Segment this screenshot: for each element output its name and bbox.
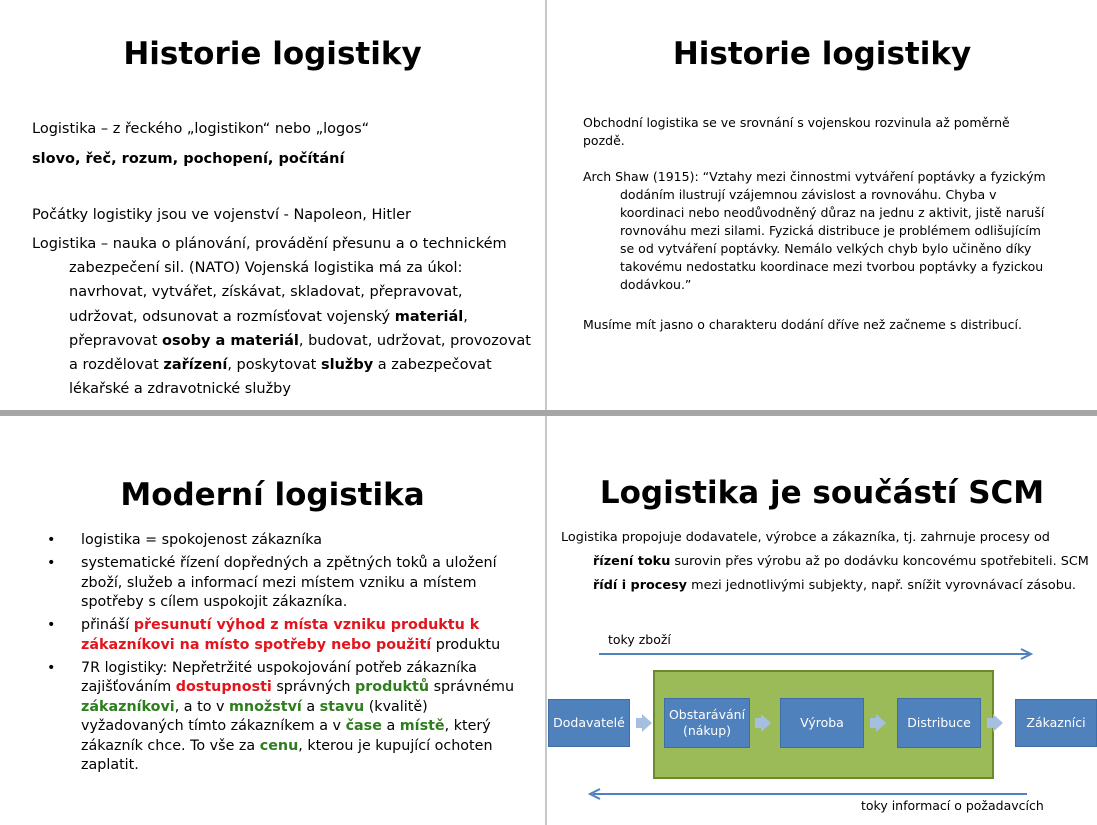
- bullet-list: [47, 531, 527, 779]
- text-run-green: množství: [229, 698, 302, 715]
- flow-chevron-icon: [761, 714, 771, 732]
- quote-paragraph: Arch Shaw (1915): “Vztahy mezi činnostmi vytváření poptávky a fyzickým dodáním ilustrují vzájemnou závislost a rovnováhu. Chyba v koordinaci nebo neodůvodněný důraz na jednu z aktivit, jistě naruší rovnováhu mezi silami. Fyzická distribuce je problémem odlišujícím se od vytváření poptávky. Nemálo velkých chyb bylo učiněno díky takovému nedostatku koordinace mezi tvorbou poptávky a fyzickou dodávkou.”: [583, 169, 1046, 292]
- text-run: správných: [271, 679, 355, 695]
- text-run-red: dostupnosti: [175, 679, 272, 695]
- bullet-item: [47, 554, 527, 613]
- paragraph: [32, 232, 532, 401]
- flow-chevron-icon: [876, 714, 886, 732]
- bullet-icon: •: [47, 555, 56, 571]
- text-line: Obchodní logistika se ve srovnání s vojenskou rozvinula až poměrně pozdě.: [583, 115, 1010, 148]
- text-run: surovin přes výrobu až po dodávku koncovému spotřebiteli. SCM: [670, 554, 1089, 569]
- slide-1: [0, 0, 545, 410]
- slide-text: [32, 117, 532, 401]
- text-run: 7R logistiky: Nepřetržité uspokojování potřeb zákazníka zajišťováním: [81, 659, 477, 695]
- text-run-green: stavu: [319, 698, 365, 715]
- text-line-bold: slovo, řeč, rozum, pochopení, počítání: [32, 151, 345, 167]
- bullet-icon: •: [47, 659, 56, 676]
- text-run: a: [301, 698, 320, 715]
- text-run: , poskytovat: [227, 357, 321, 374]
- text-run: systematické řízení dopředných a zpětných toků a uložení zboží, služeb a informací mezi místem vzniku a místem spotřeby s cílem uspokojit zákazníka.: [81, 555, 497, 610]
- text-run: , který zákazník chce. To vše za: [81, 718, 491, 754]
- slide-title: Historie logistiky: [672, 36, 972, 72]
- box-distribution: Distribuce: [897, 698, 981, 748]
- text-run: správnému: [429, 679, 515, 695]
- paragraph: [561, 526, 1091, 598]
- flow-label-goods: toky zboží: [608, 632, 671, 647]
- text-run-bold: řídí i procesy: [593, 578, 688, 593]
- slide-title: Logistika je součástí SCM: [599, 475, 1045, 511]
- text-line: Logistika – z řeckého „logistikon“ nebo „logos“: [32, 121, 370, 137]
- box-customers: Zákazníci: [1015, 699, 1097, 747]
- text-run: mezi jednotlivými subjekty, např. snížit vyrovnávací zásobu.: [687, 578, 1076, 593]
- box-production: Výroba: [780, 698, 864, 748]
- text-run-green: zákazníkovi: [81, 698, 175, 715]
- text-run: Logistika – nauka o plánování, provádění přesunu a o technickém zabezpečení sil. (NATO) Vojenská logistika má za úkol: navrhovat, vytvářet, získávat, skladovat, přepravovat, udržovat, odsunovat a rozmísťovat vojenský: [32, 236, 507, 325]
- text-run-bold: zařízení: [163, 357, 228, 374]
- bullet-item: [47, 616, 527, 655]
- slide-3: [0, 416, 545, 825]
- text-run-green: produktů: [354, 679, 430, 695]
- text-line: Počátky logistiky jsou ve vojenství - Napoleon, Hitler: [32, 207, 412, 223]
- bullet-icon: •: [47, 532, 56, 548]
- slide-title: Moderní logistika: [120, 477, 425, 513]
- text-run-green: čase: [345, 718, 382, 734]
- intro-text: [561, 526, 1091, 598]
- text-run: a zabezpečovat lékařské a zdravotnické služby: [69, 357, 492, 398]
- text-run: , a to v: [174, 698, 230, 715]
- text-run: , kterou je kupující ochoten zaplatit.: [81, 737, 493, 773]
- bullet-item: [47, 659, 527, 776]
- flow-label-information: toky informací o požadavcích: [861, 798, 1044, 813]
- text-run-green: cenu: [259, 737, 299, 754]
- text-run: logistika = spokojenost zákazníka: [81, 532, 322, 548]
- bullet-icon: •: [47, 617, 56, 633]
- text-run: přináší: [81, 617, 134, 633]
- slide-text: [583, 114, 1053, 334]
- text-run-red: přesunutí výhod z místa vzniku produktu k zákazníkovi na místo spotřeby nebo použití: [81, 617, 480, 653]
- text-run-bold: osoby a materiál: [162, 332, 299, 349]
- text-run: produktu: [431, 636, 501, 653]
- text-run-bold: materiál: [394, 308, 464, 325]
- slide-title: Historie logistiky: [123, 36, 422, 72]
- text-run: a: [381, 718, 400, 734]
- goods-flow-arrow: [597, 646, 1037, 666]
- box-suppliers: Dodavatelé: [548, 699, 630, 747]
- text-run-bold: řízení toku: [593, 554, 671, 569]
- flow-chevron-icon: [993, 714, 1003, 732]
- text-run-bold: služby: [320, 357, 374, 374]
- text-run-green: místě: [399, 718, 445, 734]
- flow-chevron-icon: [642, 714, 652, 732]
- text-run: (kvalitě) vyžadovaných tímto zákazníkem a v: [81, 698, 428, 734]
- text-run: , přepravovat: [69, 308, 468, 349]
- slide-2: [547, 0, 1097, 410]
- text-run: , budovat, udržovat, provozovat a rozdělovat: [69, 332, 531, 374]
- slide-4: [547, 416, 1097, 825]
- box-procurement: Obstarávání (nákup): [664, 698, 750, 748]
- text-run: Logistika propojuje dodavatele, výrobce a zákazníka, tj. zahrnuje procesy od: [561, 530, 1050, 545]
- bullet-item: [47, 531, 527, 551]
- text-line: Musíme mít jasno o charakteru dodání dříve než začneme s distribucí.: [583, 317, 1022, 332]
